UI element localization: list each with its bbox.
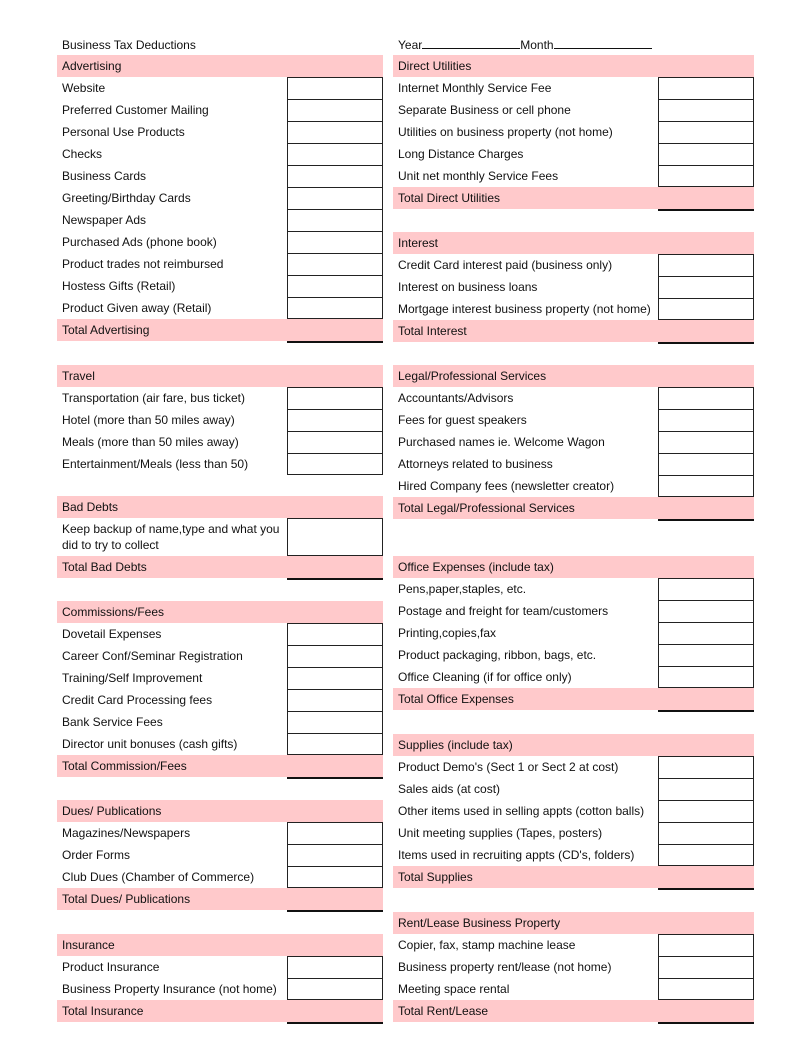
total-row <box>393 187 754 209</box>
line-item: Director unit bonuses (cash gifts) <box>57 733 383 755</box>
line-item: Product Insurance <box>57 956 383 978</box>
section-advertising <box>57 55 383 341</box>
amount-box[interactable] <box>287 453 383 475</box>
amount-box[interactable] <box>287 431 383 453</box>
line-item: Entertainment/Meals (less than 50) <box>57 453 383 475</box>
section-title: Bad Debts <box>62 500 119 514</box>
amount-box[interactable] <box>658 298 754 320</box>
amount-box[interactable] <box>658 800 754 822</box>
line-item: Sales aids (at cost) <box>393 778 754 800</box>
line-item: Accountants/Advisors <box>393 387 754 409</box>
section-header <box>57 365 383 387</box>
total-line[interactable] <box>287 777 383 779</box>
section-title: Legal/Professional Services <box>398 369 547 383</box>
amount-box[interactable] <box>287 165 383 187</box>
line-item: Postage and freight for team/customers <box>393 600 754 622</box>
amount-box[interactable] <box>287 143 383 165</box>
line-item: Greeting/Birthday Cards <box>57 187 383 209</box>
line-item: Hotel (more than 50 miles away) <box>57 409 383 431</box>
amount-box[interactable] <box>287 77 383 99</box>
line-item: Hostess Gifts (Retail) <box>57 275 383 297</box>
amount-box[interactable] <box>287 866 383 888</box>
line-item: Meeting space rental <box>393 978 754 1000</box>
amount-box[interactable] <box>658 143 754 165</box>
amount-box[interactable] <box>658 666 754 688</box>
section-header <box>393 365 754 387</box>
section-title: Commissions/Fees <box>62 605 165 619</box>
section-header <box>393 232 754 254</box>
line-item: Mortgage interest business property (not home) <box>393 298 754 320</box>
line-item: Copier, fax, stamp machine lease <box>393 934 754 956</box>
total-label: Total Direct Utilities <box>398 191 501 205</box>
line-item: Personal Use Products <box>57 121 383 143</box>
section-title: Travel <box>62 369 95 383</box>
line-item: Product trades not reimbursed <box>57 253 383 275</box>
line-item: Dovetail Expenses <box>57 623 383 645</box>
total-label: Total Interest <box>398 324 467 338</box>
total-row <box>393 1000 754 1022</box>
line-item: Unit meeting supplies (Tapes, posters) <box>393 822 754 844</box>
line-item: Fees for guest speakers <box>393 409 754 431</box>
section-header <box>393 734 754 756</box>
total-line[interactable] <box>287 1022 383 1024</box>
total-label: Total Dues/ Publications <box>62 892 191 906</box>
amount-box[interactable] <box>658 934 754 956</box>
amount-box[interactable] <box>658 431 754 453</box>
section-dues <box>57 800 383 910</box>
total-line[interactable] <box>287 578 383 580</box>
section-supplies <box>393 734 754 888</box>
amount-box[interactable] <box>287 99 383 121</box>
amount-box[interactable] <box>658 956 754 978</box>
line-item: Business Property Insurance (not home) <box>57 978 383 1000</box>
amount-box[interactable] <box>658 644 754 666</box>
section-header <box>57 496 383 518</box>
total-line[interactable] <box>658 519 754 521</box>
section-title: Interest <box>398 236 439 250</box>
total-line[interactable] <box>287 341 383 343</box>
section-header <box>393 55 754 77</box>
amount-box[interactable] <box>287 733 383 755</box>
amount-box[interactable] <box>287 645 383 667</box>
line-item: Keep backup of name,type and what you did to try to collect <box>57 518 383 556</box>
line-item: Purchased names ie. Welcome Wagon <box>393 431 754 453</box>
section-header <box>57 800 383 822</box>
amount-box[interactable] <box>287 711 383 733</box>
total-line[interactable] <box>287 910 383 912</box>
total-row <box>393 497 754 519</box>
section-rent <box>393 912 754 1022</box>
amount-box[interactable] <box>658 756 754 778</box>
section-direct-utilities <box>393 55 754 209</box>
section-interest <box>393 232 754 342</box>
line-item: Product packaging, ribbon, bags, etc. <box>393 644 754 666</box>
month-label: Month <box>520 38 554 52</box>
section-title: Supplies (include tax) <box>398 738 513 752</box>
section-legal <box>393 365 754 519</box>
amount-box[interactable] <box>658 409 754 431</box>
line-item: Purchased Ads (phone book) <box>57 231 383 253</box>
line-item: Magazines/Newspapers <box>57 822 383 844</box>
total-label: Total Supplies <box>398 870 473 884</box>
amount-box[interactable] <box>658 978 754 1000</box>
section-header <box>393 912 754 934</box>
line-item: Hired Company fees (newsletter creator) <box>393 475 754 497</box>
line-item: Club Dues (Chamber of Commerce) <box>57 866 383 888</box>
amount-box[interactable] <box>658 622 754 644</box>
line-item: Product Given away (Retail) <box>57 297 383 319</box>
section-title: Rent/Lease Business Property <box>398 916 561 930</box>
line-item: Newspaper Ads <box>57 209 383 231</box>
amount-box[interactable] <box>287 978 383 1000</box>
line-item: Attorneys related to business <box>393 453 754 475</box>
amount-box[interactable] <box>287 667 383 689</box>
amount-box[interactable] <box>287 822 383 844</box>
total-row <box>393 866 754 888</box>
amount-box[interactable] <box>287 121 383 143</box>
amount-box[interactable] <box>287 231 383 253</box>
section-header <box>393 556 754 578</box>
date-fields <box>398 35 652 55</box>
amount-box[interactable] <box>658 276 754 298</box>
section-title: Insurance <box>62 938 115 952</box>
year-label: Year <box>398 38 423 52</box>
amount-box[interactable] <box>287 689 383 711</box>
total-row <box>57 888 383 910</box>
total-row <box>57 319 383 341</box>
section-title: Office Expenses (include tax) <box>398 560 554 574</box>
amount-box[interactable] <box>287 275 383 297</box>
amount-box[interactable] <box>658 600 754 622</box>
line-item: Items used in recruiting appts (CD's, folders) <box>393 844 754 866</box>
total-label: Total Office Expenses <box>398 692 514 706</box>
line-item: Business Cards <box>57 165 383 187</box>
line-item: Business property rent/lease (not home) <box>393 956 754 978</box>
line-item: Credit Card Processing fees <box>57 689 383 711</box>
line-item: Long Distance Charges <box>393 143 754 165</box>
total-row <box>57 556 383 578</box>
form-title: Business Tax Deductions <box>62 38 196 52</box>
line-item: Training/Self Improvement <box>57 667 383 689</box>
amount-box[interactable] <box>658 453 754 475</box>
line-item: Bank Service Fees <box>57 711 383 733</box>
section-travel <box>57 365 383 475</box>
amount-box[interactable] <box>287 956 383 978</box>
total-label: Total Bad Debts <box>62 560 147 574</box>
section-bad-debts <box>57 496 383 578</box>
total-row <box>57 755 383 777</box>
total-line[interactable] <box>658 1022 754 1024</box>
amount-box[interactable] <box>658 822 754 844</box>
amount-box[interactable] <box>658 387 754 409</box>
total-line[interactable] <box>658 209 754 211</box>
amount-box[interactable] <box>658 77 754 99</box>
amount-box[interactable] <box>287 844 383 866</box>
line-item: Preferred Customer Mailing <box>57 99 383 121</box>
total-row <box>57 1000 383 1022</box>
amount-box[interactable] <box>287 623 383 645</box>
amount-box[interactable] <box>658 778 754 800</box>
total-label: Total Insurance <box>62 1004 144 1018</box>
total-line[interactable] <box>658 710 754 712</box>
section-title: Advertising <box>62 59 122 73</box>
line-item: Printing,copies,fax <box>393 622 754 644</box>
line-item: Career Conf/Seminar Registration <box>57 645 383 667</box>
line-item: Order Forms <box>57 844 383 866</box>
amount-box[interactable] <box>287 409 383 431</box>
amount-box[interactable] <box>658 121 754 143</box>
total-line[interactable] <box>658 888 754 890</box>
section-office <box>393 556 754 710</box>
month-blank[interactable] <box>554 36 652 49</box>
amount-box[interactable] <box>658 578 754 600</box>
amount-box[interactable] <box>658 475 754 497</box>
line-item: Separate Business or cell phone <box>393 99 754 121</box>
total-row <box>393 688 754 710</box>
section-commissions <box>57 601 383 777</box>
total-label: Total Legal/Professional Services <box>398 501 575 515</box>
section-title: Direct Utilities <box>398 59 472 73</box>
line-item: Credit Card interest paid (business only) <box>393 254 754 276</box>
amount-box[interactable] <box>287 518 383 556</box>
amount-box[interactable] <box>287 209 383 231</box>
total-label: Total Rent/Lease <box>398 1004 489 1018</box>
line-item: Website <box>57 77 383 99</box>
amount-box[interactable] <box>658 254 754 276</box>
amount-box[interactable] <box>287 387 383 409</box>
total-line[interactable] <box>658 342 754 344</box>
amount-box[interactable] <box>287 297 383 319</box>
section-header <box>57 55 383 77</box>
line-item: Pens,paper,staples, etc. <box>393 578 754 600</box>
line-item: Other items used in selling appts (cotton balls) <box>393 800 754 822</box>
line-item: Transportation (air fare, bus ticket) <box>57 387 383 409</box>
total-label: Total Commission/Fees <box>62 759 187 773</box>
line-item: Interest on business loans <box>393 276 754 298</box>
line-item: Internet Monthly Service Fee <box>393 77 754 99</box>
amount-box[interactable] <box>287 253 383 275</box>
line-item: Checks <box>57 143 383 165</box>
amount-box[interactable] <box>658 165 754 187</box>
line-item: Office Cleaning (if for office only) <box>393 666 754 688</box>
line-item: Unit net monthly Service Fees <box>393 165 754 187</box>
section-header <box>57 934 383 956</box>
amount-box[interactable] <box>658 844 754 866</box>
section-insurance <box>57 934 383 1022</box>
total-row <box>393 320 754 342</box>
line-item: Product Demo's (Sect 1 or Sect 2 at cost) <box>393 756 754 778</box>
year-blank[interactable] <box>422 36 520 49</box>
line-item: Utilities on business property (not home) <box>393 121 754 143</box>
section-title: Dues/ Publications <box>62 804 162 818</box>
section-header <box>57 601 383 623</box>
amount-box[interactable] <box>658 99 754 121</box>
total-label: Total Advertising <box>62 323 150 337</box>
line-item: Meals (more than 50 miles away) <box>57 431 383 453</box>
amount-box[interactable] <box>287 187 383 209</box>
